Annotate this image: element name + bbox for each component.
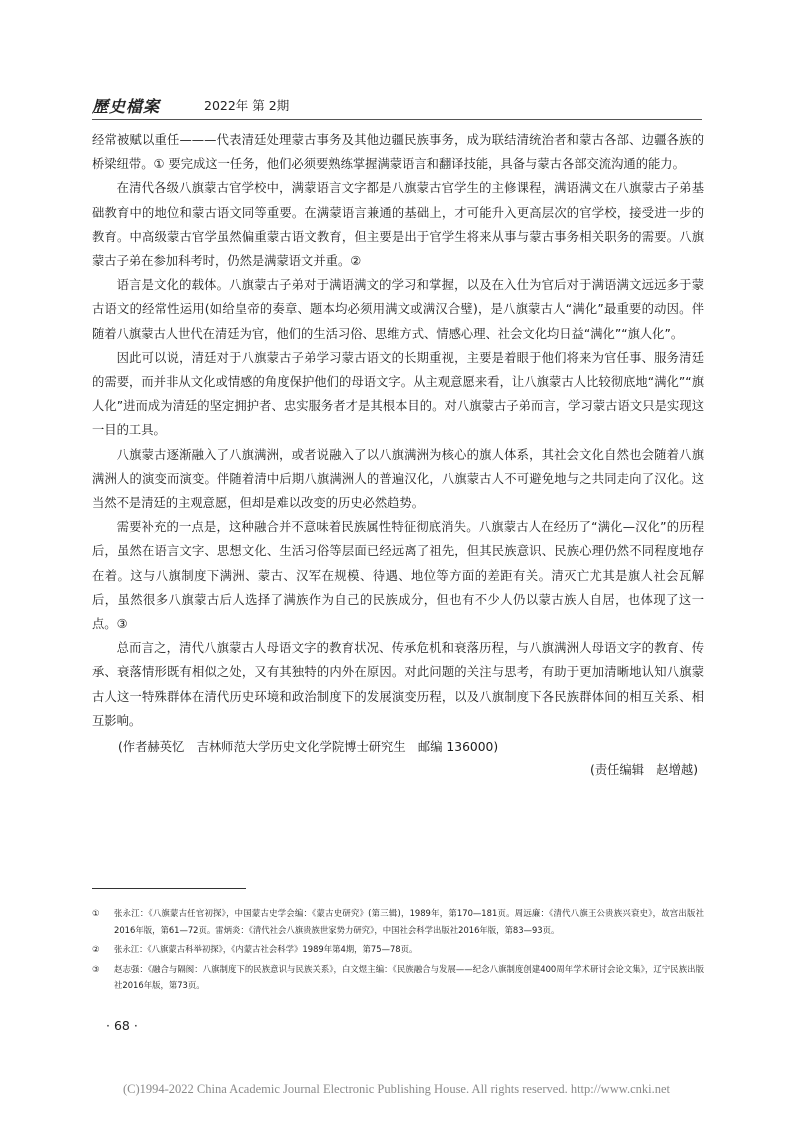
issue-info: 2022年 第 2期 [204, 98, 290, 113]
footnote-text: 张永江：《八旗蒙古科举初探》，《内蒙古社会科学》1989年第4期，第75—78页。 [114, 944, 418, 954]
footnote [92, 941, 704, 958]
footnotes [92, 905, 704, 997]
paragraph: 语言是文化的载体。八旗蒙古子弟对于满语满文的学习和掌握，以及在入仕为官后对于满语满文远远多于蒙古语文的经常性运用(如给皇帝的奏章、题本均必须用满文或满汉合璧)，是八旗蒙古人“满化”最重要的动因。伴随着八旗蒙古人世代在清廷为官，他们的生活习俗、思维方式、情感心理、社会文化均日益“满化”“旗人化”。 [92, 278, 704, 341]
author-info: (作者赫英忆 吉林师范大学历史文化学院博士研究生 邮编 136000) [118, 740, 499, 754]
journal-name: 歷史檔案 [92, 97, 161, 116]
paragraph: 因此可以说，清廷对于八旗蒙古子弟学习蒙古语文的长期重视，主要是着眼于他们将来为官任事、服务清廷的需要，而并非从文化或情感的角度保护他们的母语文字。从主观意愿来看，让八旗蒙古人比较彻底地“满化”“旗人化”进而成为清廷的坚定拥护者、忠实服务者才是其根本目的。对八旗蒙古子弟而言，学习蒙古语文只是实现这一目的工具。 [92, 350, 704, 438]
footnote-mark: ① [92, 908, 100, 918]
footnote [92, 961, 704, 994]
paragraph: 八旗蒙古逐渐融入了八旗满洲，或者说融入了以八旗满洲为核心的旗人体系，其社会文化自然也会随着八旗满洲人的演变而演变。伴随着清中后期八旗满洲人的普遍汉化，八旗蒙古人不可避免地与之共同走向了汉化。这当然不是清廷的主观意愿，但却是难以改变的历史必然趋势。 [92, 447, 704, 511]
footnote-mark: ③ [92, 963, 100, 974]
header-divider [92, 119, 702, 120]
footnote-divider [92, 888, 246, 889]
paragraph: 在清代各级八旗蒙古官学校中，满蒙语言文字都是八旗蒙古官学生的主修课程，满语满文在八旗蒙古子弟基础教育中的地位和蒙古语文同等重要。在满蒙语言兼通的基础上，才可能升入更高层次的官学校，接受进一步的教育。中高级蒙古官学虽然偏重蒙古语文教育，但主要是出于官学生将来从事与蒙古事务相关职务的需要。八旗蒙古子弟在参加科考时，仍然是满蒙语文并重。② [92, 181, 704, 269]
page-header [92, 92, 702, 118]
article-body [92, 128, 704, 733]
copyright-notice: (C)1994-2022 China Academic Journal Electronic Publishing House. All rights reserved. http://www.cnki.net [122, 1082, 670, 1096]
page-number: · 68 · [106, 1018, 138, 1033]
paragraph: 需要补充的一点是，这种融合并不意味着民族属性特征彻底消失。八旗蒙古人在经历了“满化—汉化”的历程后，虽然在语言文字、思想文化、生活习俗等层面已经远离了祖先，但其民族意识、民族心理仍然不同程度地存在着。这与八旗制度下满洲、蒙古、汉军在规模、待遇、地位等方面的差距有关。清灭亡尤其是旗人社会瓦解后，虽然很多八旗蒙古后人选择了满族作为自己的民族成分，但也有不少人仍以蒙古族人自居，也体现了这一点。③ [92, 520, 704, 632]
paragraph: 经常被赋以重任———代表清廷处理蒙古事务及其他边疆民族事务，成为联结清统治者和蒙古各部、边疆各族的桥梁纽带。① 要完成这一任务，他们必须要熟练掌握满蒙语言和翻译技能，具备与蒙古各部交流沟通的能力。 [92, 133, 704, 172]
footnote-mark: ② [92, 944, 100, 954]
footnote-text: 张永江：《八旗蒙古任官初探》，中国蒙古史学会编：《蒙古史研究》(第三辑)，1989年，第170—181页。周远廉：《清代八旗王公贵族兴衰史》，故宫出版社2016年版，第61—72页。雷炳炎：《清代社会八旗贵族世家势力研究》，中国社会科学出版社2016年版，第83—93页。 [114, 908, 704, 935]
editor-info: (责任编辑 赵增越) [590, 763, 698, 777]
footnote-text: 赵志强：《融合与隔阂：八旗制度下的民族意识与民族关系》，白文煜主编：《民族融合与发展——纪念八旗制度创建400周年学术研讨会论文集》，辽宁民族出版社2016年版，第73页。 [114, 963, 704, 990]
footnote [92, 905, 704, 938]
paragraph: 总而言之，清代八旗蒙古人母语文字的教育状况、传承危机和衰落历程，与八旗满洲人母语文字的教育、传承、衰落情形既有相似之处，又有其独特的内外在原因。对此问题的关注与思考，有助于更加清晰地认知八旗蒙古人这一特殊群体在清代历史环境和政治制度下的发展演变历程，以及八旗制度下各民族群体间的相互关系、相互影响。 [92, 641, 704, 728]
